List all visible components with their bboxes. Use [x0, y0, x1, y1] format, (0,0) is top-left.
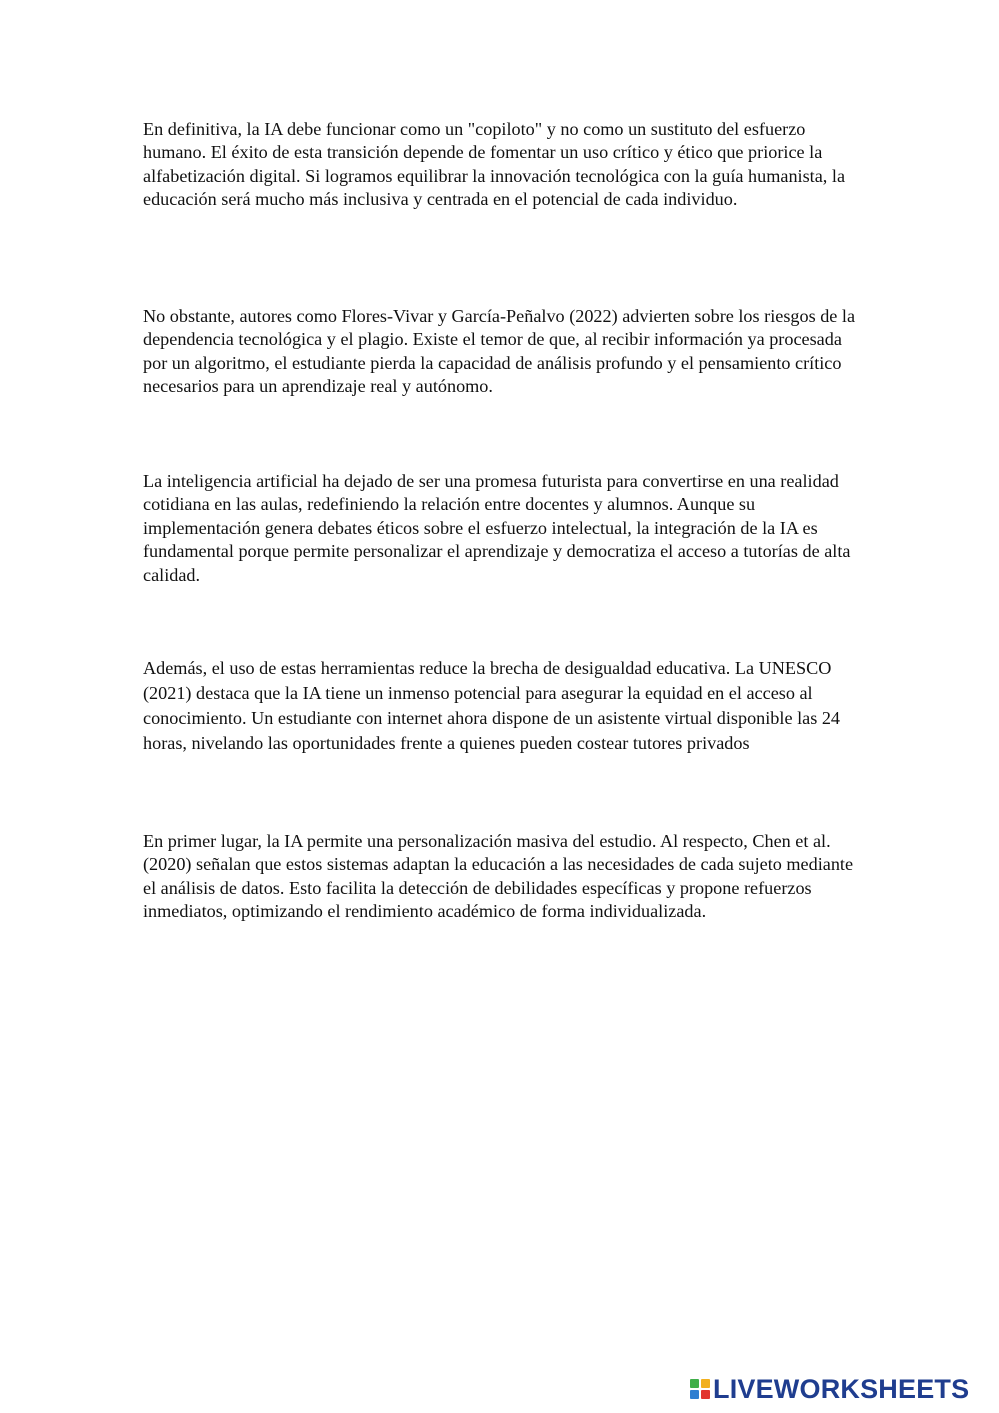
paragraph-equity: Además, el uso de estas herramientas reduce la brecha de desigualdad educativa. La UNESCO (2021) destaca que la IA tiene un inmenso potencial para asegurar la equidad en el acceso al conocimiento. Un estudiante con internet ahora dispone de un asistente virtual disponible las 24 horas, nivelando las oportunidades frente a quienes pueden costear tutores privados: [143, 658, 841, 753]
paragraph-personalization: En primer lugar, la IA permite una personalización masiva del estudio. Al respecto, Chen et al. (2020) señalan que estos sistemas adaptan la educación a las necesidades de cada sujeto mediante el análisis de datos. Esto facilita la detección de debilidades específicas y propone refuerzos inmediatos, optimizando el rendimiento académico de forma individualizada.: [143, 831, 854, 922]
liveworksheets-logo: [690, 1374, 969, 1404]
logo-mark-icon: [690, 1379, 710, 1399]
logo-square-green: [690, 1379, 699, 1388]
paragraph-risks: No obstante, autores como Flores-Vivar y García-Peñalvo (2022) advierten sobre los riesgos de la dependencia tecnológica y el plagio. Existe el temor de que, al recibir información ya procesada por un algoritmo, el estudiante pierda la capacidad de análisis profundo y el pensamiento crítico necesarios para un aprendizaje real y autónomo.: [143, 306, 856, 397]
logo-square-yellow: [701, 1379, 710, 1388]
logo-text: LIVEWORKSHEETS: [713, 1374, 970, 1404]
logo-square-red: [701, 1390, 710, 1399]
paragraph-conclusion: En definitiva, la IA debe funcionar como un "copiloto" y no como un sustituto del esfuerzo humano. El éxito de esta transición depende de fomentar un uso crítico y ético que priorice la alfabetización digital. Si logramos equilibrar la innovación tecnológica con la guía humanista, la educación será mucho más inclusiva y centrada en el potencial de cada individuo.: [143, 119, 846, 210]
paragraph-introduction: La inteligencia artificial ha dejado de ser una promesa futurista para convertirse en una realidad cotidiana en las aulas, redefiniendo la relación entre docentes y alumnos. Aunque su implementación genera debates éticos sobre el esfuerzo intelectual, la integración de la IA es fundamental porque permite personalizar el aprendizaje y democratiza el acceso a tutorías de alta calidad.: [143, 471, 851, 585]
logo-square-blue: [690, 1390, 699, 1399]
